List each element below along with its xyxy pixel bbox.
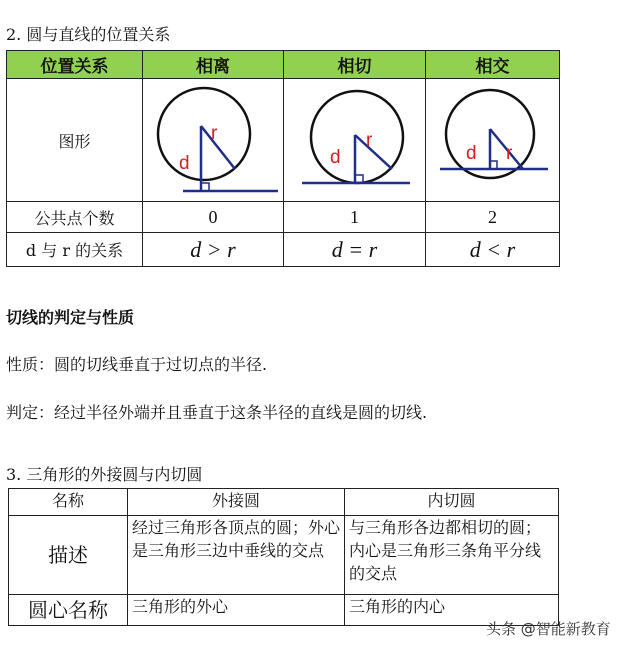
- header-intersect: 相交: [426, 51, 560, 79]
- row-desc-label: 描述: [9, 516, 128, 595]
- row-center-circum: 三角形的外心: [128, 595, 345, 626]
- count-intersect: 2: [426, 202, 560, 233]
- tangent-criterion: 判定：经过半径外端并且垂直于这条半径的直线是圆的切线.: [6, 403, 428, 422]
- figure-separate: [143, 79, 284, 202]
- letter-d: d: [179, 153, 190, 174]
- figure-label: 图形: [7, 79, 143, 202]
- letter-r: r: [366, 130, 373, 151]
- relation-tangent: d = r: [284, 233, 426, 267]
- intersect-diagram: [426, 79, 559, 197]
- triangle-circle-table: [8, 488, 559, 626]
- row-center-in: 三角形的内心: [345, 595, 559, 626]
- t2-header-in: 内切圆: [345, 489, 559, 516]
- figure-tangent: [284, 79, 426, 202]
- t2-header-name: 名称: [9, 489, 128, 516]
- letter-r: r: [506, 143, 513, 164]
- relation-intersect: d < r: [426, 233, 560, 267]
- watermark: 头条 @智能新教育: [486, 620, 611, 638]
- relation-label: d 与 r 的关系: [7, 233, 143, 267]
- tangent-property: 性质：圆的切线垂直于过切点的半径.: [6, 355, 268, 374]
- row-center-label: 圆心名称: [9, 595, 128, 626]
- letter-d: d: [330, 147, 341, 168]
- letter-d: d: [466, 143, 477, 164]
- header-position: 位置关系: [7, 51, 143, 79]
- section3-title: 3. 三角形的外接圆与内切圆: [6, 465, 203, 484]
- count-separate: 0: [143, 202, 284, 233]
- count-label: 公共点个数: [7, 202, 143, 233]
- figure-intersect: [426, 79, 560, 202]
- count-tangent: 1: [284, 202, 426, 233]
- section2-title: 2. 圆与直线的位置关系: [6, 25, 171, 44]
- tangent-diagram: [284, 79, 425, 197]
- tangent-heading: 切线的判定与性质: [6, 308, 135, 327]
- relation-separate: d > r: [143, 233, 284, 267]
- row-desc-in: 与三角形各边都相切的圆；内心是三角形三条角平分线的交点: [345, 516, 559, 595]
- row-desc-circum: 经过三角形各顶点的圆；外心是三角形三边中垂线的交点: [128, 516, 345, 595]
- separate-diagram: [143, 79, 283, 197]
- letter-r: r: [211, 123, 218, 144]
- header-separate: 相离: [143, 51, 284, 79]
- circle-line-table: [6, 50, 560, 267]
- t2-header-circum: 外接圆: [128, 489, 345, 516]
- header-tangent: 相切: [284, 51, 426, 79]
